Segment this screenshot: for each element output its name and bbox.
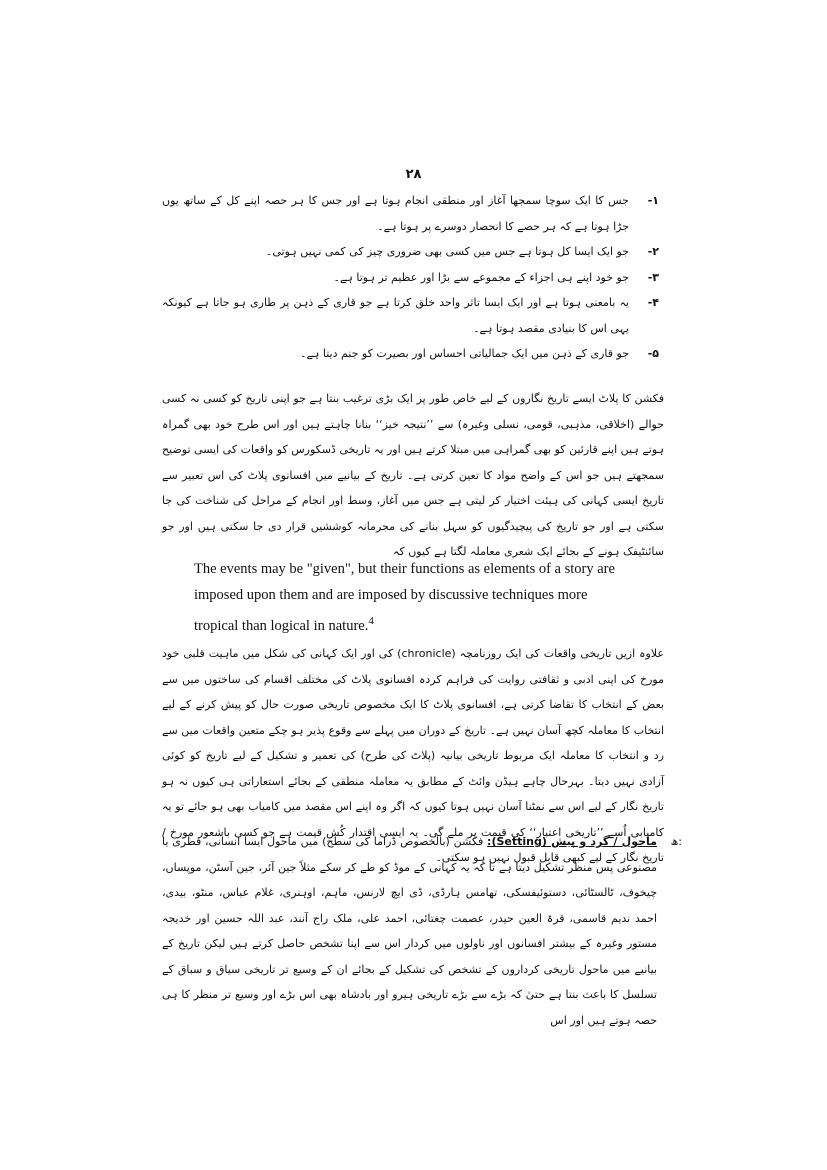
list-item-text: جو خود اپنے ہی اجزاء کے مجموعے سے بڑا اور عظیم تر ہوتا ہے۔ xyxy=(333,270,629,284)
list-item-text: جس کا ایک سوچا سمجھا آغاز اور منطقی انجام ہوتا ہے اور جس کا ہر حصہ اپنے کل کے ساتھ یوں جڑا ہوتا ہے کہ ہر حصے کا انحصار دوسرے پر ہوتا ہے۔ xyxy=(162,194,629,233)
list-item xyxy=(162,290,659,341)
list-item xyxy=(162,239,659,265)
quote-text: The events may be "given", but their functions as elements of a story are imposed upon them and are imposed by discussive techniques more tropical than logical in nature. xyxy=(194,561,615,634)
list-item xyxy=(162,188,659,239)
list-item xyxy=(162,265,659,291)
list-item-number: ۲- xyxy=(647,245,659,258)
list-item-text: یہ بامعنی ہوتا ہے اور ایک ایسا تاثر واحد خلق کرتا ہے جو قاری کے ذہن پر طاری ہو جاتا ہے کیونکہ یہی اس کا بنیادی مقصد ہوتا ہے۔ xyxy=(162,296,629,335)
section-marker: ھ: xyxy=(670,835,682,848)
body-paragraph-2: علاوہ ازیں تاریخی واقعات کی ایک روزنامچہ (chronicle) کی اور ایک کہانی کی شکل میں ماہیت قلبی خود مورخ کی اپنی ادبی و ثقافتی روایت کی فراہم کردہ افسانوی پلاٹ کی مختلف اقسام کی ساختوں میں سے بعض کے انتخاب کا تقاضا کرتی ہے، افسانوی پلاٹ کا ایک مخصوص تاریخی صورت حال کو پیش کرنے کے لیے انتخاب کا معاملہ کچھ آسان نہیں ہے۔ تاریخ کے دوران میں پہلے سے وقوع پذیر ہو چکے متعین واقعات میں سے رد و انتخاب کا معاملہ ایک مربوط تاریخی بیانیہ (پلاٹ کی طرح) کی تعمیر و تشکیل کے لیے تاریخ کو کوئی آزادی نہیں دیتا۔ بہرحال چاہے ہیڈن وائٹ کے مطابق یہ معاملہ منطقی کے بجائے استعاراتی ہی کیوں نہ ہو تاریخ نگار کے لیے اس سے نمٹنا آسان نہیں ہوتا کیوں کہ اگر وہ اپنے اس مقصد میں کامیاب بھی ہو جائے تو یہ کامیابی اُسے ’’تاریخی اعتبار‘‘ کی قیمت پر ملے گی۔ یہ ایسی اقتدار کُش قیمت ہے جو کسی باشعور مورخ / تاریخ نگار کے لیے کبھی قابل قبول نہیں ہو سکتی۔ xyxy=(162,647,665,864)
list-item-number: ۳- xyxy=(647,270,659,284)
footnote-marker: 4 xyxy=(368,615,374,627)
list-item-number: ۴- xyxy=(647,296,659,309)
block-quote xyxy=(194,556,634,639)
list-item-number: ۱- xyxy=(647,194,659,207)
body-paragraph-3 xyxy=(162,829,657,1033)
section-heading-setting: ماحول / گرد و پیش (Setting): xyxy=(487,835,657,848)
list-item-number: ۵- xyxy=(647,347,659,360)
list-item-text: جو ایک ایسا کل ہوتا ہے جس میں کسی بھی ضروری چیز کی کمی نہیں ہوتی۔ xyxy=(265,245,629,258)
numbered-list xyxy=(162,188,659,367)
list-item xyxy=(162,341,659,367)
list-item-text: جو قاری کے ذہن میں ایک جمالیاتی احساس اور بصیرت کو جنم دیتا ہے۔ xyxy=(300,347,629,360)
body-paragraph-1: فکشن کا پلاٹ ایسے تاریخ نگاروں کے لیے خاص طور پر ایک بڑی ترغیب بنتا ہے جو اپنی تاریخ کو کسی نہ کسی حوالے (اخلاقی، مذہبی، قومی، نسلی وغیرہ) سے ’’نتیجہ خیز‘‘ بنانا چاہتے ہیں اور اس طرح خود بھی گمراہ ہوتے ہیں اپنے قارئین کو بھی گمراہی میں مبتلا کرتے ہیں اور یہ تاریخی ڈسکورس کو واقعات کی ایسی توضیح سمجھتے ہیں جو اس کے واضح مواد کا تعین کرتی ہے۔ تاریخ کے بیانیے میں افسانوی پلاٹ کی اس تعبیر سے تاریخ ایسی کہانی کی ہیئت اختیار کر لیتی ہے جس میں آغاز، وسط اور انجام کے مراحل کی شناخت کی جا سکتی ہے اور جو تاریخ کی پیچیدگیوں کو سہل بنانے کی مجرمانہ کوششیں قرار دی جا سکتی ہیں اور جو سائنٹیفک ہونے کے بجائے ایک شعری معاملہ لگتا ہے کیوں کہ xyxy=(162,392,664,558)
section-body-text: فکشن (بالخصوص ڈراما کی سطح) میں ماحول ایسا انسانی، فطری یا مصنوعی پس منظر تشکیل دیتا ہے تا کہ یہ کہانی کے موڈ کو طے کر سکے مثلاً جین آئر، جین آسٹن، موپساں، چیخوف، ٹالسٹائی، دستوئیفسکی، تھامس ہارڈی، ڈی ایچ لارنس، ماہم، اوہنری، غلام عباس، منٹو، بیدی، احمد ندیم قاسمی، قرۃ العین حیدر، عصمت چغتائی، احمد علی، ملک راج آنند، عبد اللہ حسین اور خدیجہ مستور وغیرہ کے بیشتر افسانوں اور ناولوں میں کردار اس سے اپنا تشخص حاصل کرتے ہیں لیکن تاریخ کے بیانیے میں ماحول تاریخی کرداروں کے تشخص کی تشکیل کے بجائے ان کے وسیع تر تاریخی سیاق و سباق کے تسلسل کا باعث بنتا ہے حتیٰ کہ بڑے سے بڑے تاریخی ہیرو اور بادشاہ بھی اس بڑے اور وسیع تر منظر کا ہی حصہ ہوتے ہیں اور اس xyxy=(162,835,657,1027)
page-number: ۲۸ xyxy=(405,167,422,182)
